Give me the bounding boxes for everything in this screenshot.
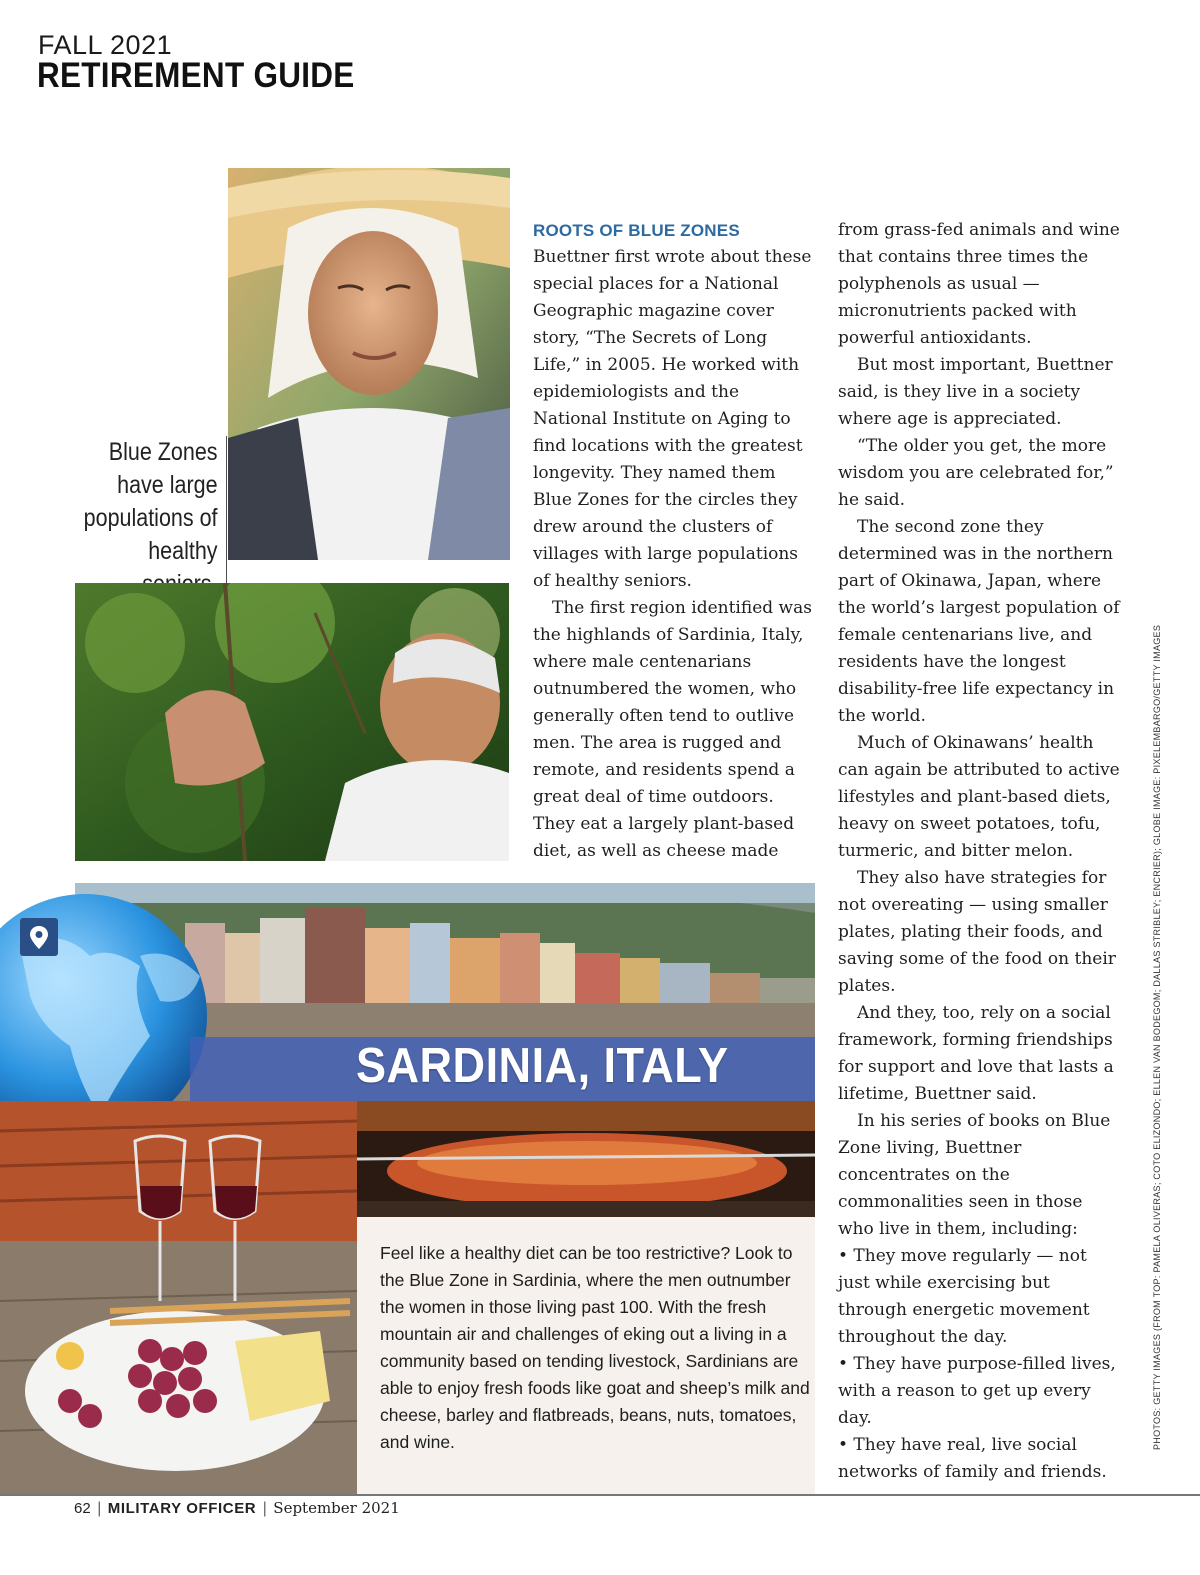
bullet-item: • They move regularly — not just while exercising but through energetic movement throughout the day.: [838, 1246, 1090, 1347]
sidebar-text: Feel like a healthy diet can be too restrictive? Look to the Blue Zone in Sardinia, where the men outnumber the women in those living past 100. With the fresh mountain air and challenges of eking out a living in a community based on tending livestock, Sardinians are able to enjoy fresh foods like goat and sheep’s milk and cheese, barley and flatbreads, beans, nuts, tomatoes, and wine.: [380, 1243, 810, 1452]
footer-separator: |: [262, 1499, 268, 1517]
paragraph: Buettner first wrote about these special places for a National Geographic magazine cover story, “The Secrets of Long Life,” in 2005. He worked with epidemiologists and the National Institute on Aging to find locations with the greatest longevity. They named them Blue Zones for the circles they drew around the clusters of villages with large populations of healthy seniors.: [533, 247, 812, 591]
paragraph: Much of Okinawans’ health can again be attributed to active lifestyles and plant-based diets, heavy on sweet potatoes, tofu, turmeric, and bitter melon.: [838, 733, 1120, 861]
pull-quote: Blue Zones have large populations of healthy: [83, 436, 227, 601]
paragraph: In his series of books on Blue Zone living, Buettner concentrates on the commonalities seen in those who live in them, including:: [838, 1111, 1111, 1239]
header-title: RETIREMENT GUIDE: [37, 56, 355, 95]
paragraph: from grass-fed animals and wine that contains three times the polyphenols as usual — micronutrients packed with powerful antioxidants.: [838, 220, 1120, 348]
footer: [74, 1499, 400, 1517]
bullet-item: • They have real, live social networks of family and friends.: [838, 1435, 1107, 1482]
paragraph: The first region identified was the highlands of Sardinia, Italy, where male centenarians outnumbered the women, who generally often tend to outlive men. The area is rugged and remote, and residents spend a great deal of time outdoors. They eat a largely plant-based diet, as well as cheese made: [533, 598, 812, 861]
magazine-name: MILITARY OFFICER: [107, 1500, 257, 1517]
paragraph: They also have strategies for not overeating — using smaller plates, plating their foods, and saving some of the food on their plates.: [838, 868, 1116, 996]
photo-okinawan-woman: [228, 168, 510, 560]
paragraph: The second zone they determined was in the northern part of Okinawa, Japan, where the world’s largest population of female centenarians live, and residents have the longest disability-free life expectancy in the world.: [838, 517, 1120, 726]
sardinia-title: SARDINIA, ITALY: [356, 1039, 729, 1093]
page-number: 62: [74, 1500, 91, 1517]
paragraph: “The older you get, the more wisdom you are celebrated for,” he said.: [838, 436, 1114, 510]
photo-roast-pig: [357, 1101, 815, 1217]
paragraph: But most important, Buettner said, is they live in a society where age is appreciated.: [838, 355, 1113, 429]
paragraph: And they, too, rely on a social framework, forming friendships for support and love that lasts a lifetime, Buettner said.: [838, 1003, 1114, 1104]
photo-credits: PHOTOS: GETTY IMAGES (FROM TOP: PAMELA OLIVERAS; COTO ELIZONDO; ELLEN VAN BODEGOM; DALLAS STRIBLEY; ENCRIER); GLOBE IMAGE: PIXELEMBARGO/GETTY IMAGES: [1152, 624, 1162, 1450]
photo-sardinian-man: [75, 583, 509, 861]
bullet-item: • They have purpose-filled lives, with a reason to get up every day.: [838, 1354, 1116, 1428]
location-pin-icon: [20, 918, 58, 956]
article-column-1: [533, 217, 815, 865]
footer-separator: |: [96, 1499, 102, 1517]
article-column-2: [838, 217, 1123, 1486]
issue-date: September 2021: [273, 1499, 400, 1517]
photo-wine-cheese: [0, 1101, 357, 1494]
section-head: ROOTS OF BLUE ZONES: [533, 221, 740, 240]
header-supertitle: FALL 2021: [38, 30, 173, 60]
footer-rule: [0, 1494, 1200, 1496]
